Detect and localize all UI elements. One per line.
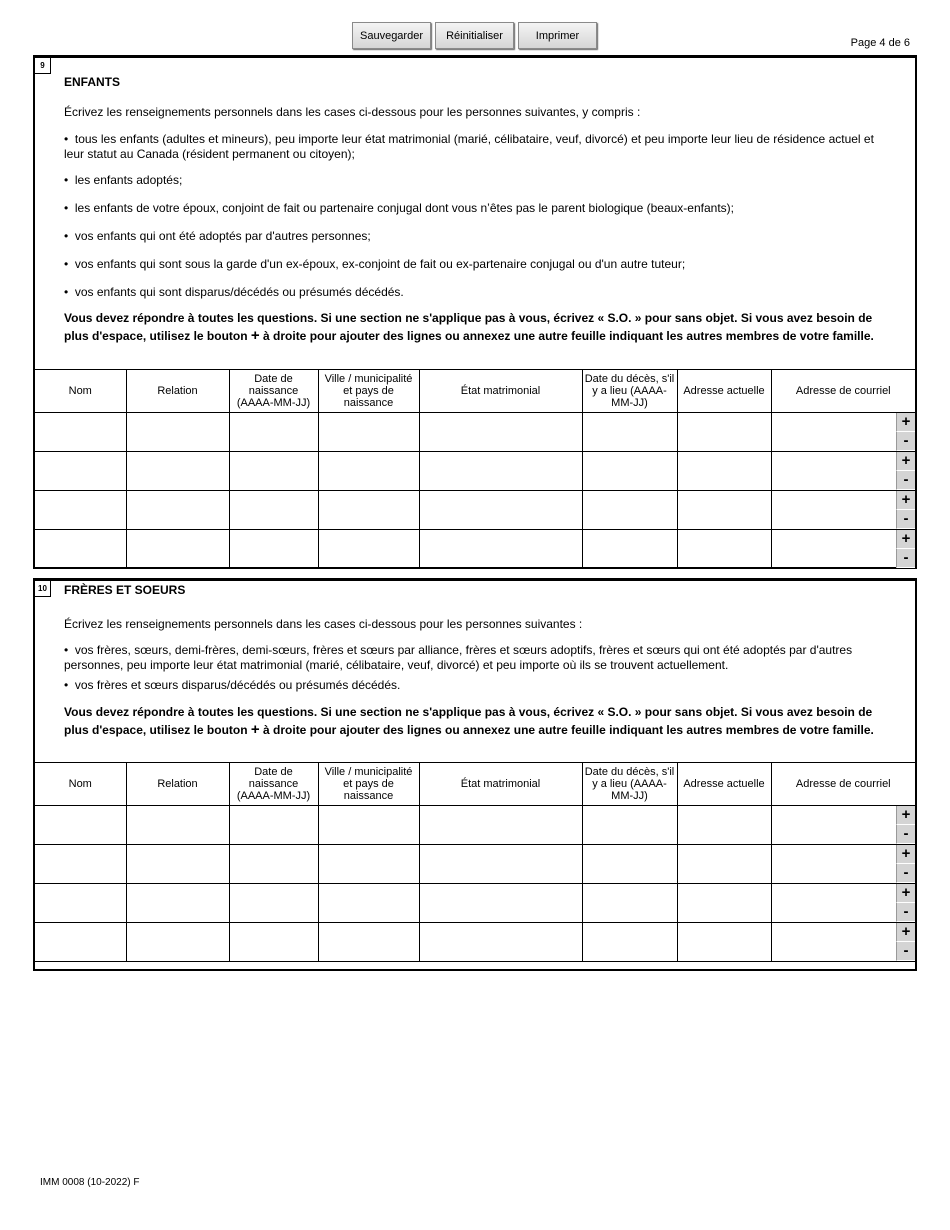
remove-row-button[interactable]: - <box>896 864 915 883</box>
column-header: Date du décès, s'il y a lieu (AAAA-MM-JJ) <box>582 763 677 806</box>
birthplace-field[interactable] <box>318 923 419 962</box>
siblings-table <box>35 762 915 962</box>
column-header: Date de naissance (AAAA-MM-JJ) <box>229 763 318 806</box>
relation-field[interactable] <box>126 530 229 569</box>
table-row <box>35 845 915 884</box>
email-field[interactable] <box>771 413 915 452</box>
column-header: Ville / municipalité et pays de naissance <box>318 763 419 806</box>
birthplace-field[interactable] <box>318 530 419 569</box>
death-date-field[interactable] <box>582 452 677 491</box>
plus-icon: + <box>250 721 260 738</box>
intro-text: Écrivez les renseignements personnels dans les cases ci-dessous pour les personnes suivantes, y compris : <box>64 105 641 119</box>
bullet-item: • vos enfants qui sont sous la garde d'un ex-époux, ex-conjoint de fait ou ex-partenaire conjugal ou d'un autre tuteur; <box>64 257 686 271</box>
table-row <box>35 491 915 530</box>
birthplace-field[interactable] <box>318 845 419 884</box>
table-row <box>35 884 915 923</box>
remove-row-button[interactable]: - <box>896 432 915 451</box>
instructions-note: Vous devez répondre à toutes les questions. Si une section ne s'applique pas à vous, écrivez « S.O. » pour sans objet. Si vous avez besoin de plus d'espace, utilisez le bouton + à droite pour ajouter des lignes ou annexez une autre feuille indiquant les autres membres de votre famille. <box>64 705 874 738</box>
add-row-button[interactable]: + <box>896 413 915 432</box>
marital-status-field[interactable] <box>419 452 582 491</box>
death-date-field[interactable] <box>582 413 677 452</box>
table-row <box>35 413 915 452</box>
marital-status-field[interactable] <box>419 806 582 845</box>
plus-icon: + <box>250 327 260 344</box>
birthplace-field[interactable] <box>318 806 419 845</box>
column-header: Nom <box>35 763 126 806</box>
add-row-button[interactable]: + <box>896 806 915 825</box>
remove-row-button[interactable]: - <box>896 942 915 961</box>
bullet-item: • les enfants de votre époux, conjoint de fait ou partenaire conjugal dont vous n’êtes pas le parent biologique (beaux-enfants); <box>64 201 734 215</box>
name-field[interactable] <box>35 884 126 923</box>
address-field[interactable] <box>677 530 771 569</box>
add-row-button[interactable]: + <box>896 845 915 864</box>
address-field[interactable] <box>677 884 771 923</box>
section-children <box>33 55 917 569</box>
save-button[interactable]: Sauvegarder <box>352 22 431 49</box>
email-field[interactable] <box>771 452 915 491</box>
birthdate-field[interactable] <box>229 884 318 923</box>
death-date-field[interactable] <box>582 530 677 569</box>
instructions-note: Vous devez répondre à toutes les questions. Si une section ne s'applique pas à vous, écrivez « S.O. » pour sans objet. Si vous avez besoin de plus d'espace, utilisez le bouton + à droite pour ajouter des lignes ou annexez une autre feuille indiquant les autres membres de votre famille. <box>64 311 874 344</box>
column-header: Relation <box>126 763 229 806</box>
table-row <box>35 806 915 845</box>
birthdate-field[interactable] <box>229 806 318 845</box>
death-date-field[interactable] <box>582 806 677 845</box>
table-row <box>35 530 915 569</box>
birthdate-field[interactable] <box>229 491 318 530</box>
bullet-item: • vos frères, sœurs, demi-frères, demi-sœurs, frères et sœurs par alliance, frères et sœurs adoptifs, frères et sœurs qui ont été adoptés par d'autres personnes, peu importe leur état matrimonial (marié, célibataire, veuf, divorcé) et peu importe où ils se trouvent actuellement. <box>64 643 853 672</box>
bullet-item: • tous les enfants (adultes et mineurs), peu importe leur état matrimonial (marié, célibataire, veuf, divorcé) et peu importe leur lieu de résidence actuel et leur statut au Canada (résident permanent ou citoyen); <box>64 132 874 161</box>
name-field[interactable] <box>35 806 126 845</box>
name-field[interactable] <box>35 491 126 530</box>
relation-field[interactable] <box>126 923 229 962</box>
email-field[interactable] <box>771 530 915 569</box>
section-instructions <box>64 617 895 739</box>
toolbar <box>352 22 597 49</box>
column-header: Relation <box>126 370 229 413</box>
birthdate-field[interactable] <box>229 452 318 491</box>
table-row <box>35 923 915 962</box>
children-table <box>35 369 915 568</box>
remove-row-button[interactable]: - <box>896 471 915 490</box>
column-header: État matrimonial <box>419 763 582 806</box>
birthplace-field[interactable] <box>318 413 419 452</box>
death-date-field[interactable] <box>582 884 677 923</box>
column-header: Adresse de courriel <box>771 370 915 413</box>
bullet-item: • les enfants adoptés; <box>64 173 183 187</box>
section-instructions <box>64 105 895 345</box>
table-header-row <box>35 370 915 413</box>
address-field[interactable] <box>677 413 771 452</box>
column-header: Date du décès, s'il y a lieu (AAAA-MM-JJ) <box>582 370 677 413</box>
add-row-button[interactable]: + <box>896 452 915 471</box>
remove-row-button[interactable]: - <box>896 825 915 844</box>
address-field[interactable] <box>677 491 771 530</box>
relation-field[interactable] <box>126 452 229 491</box>
reset-button[interactable]: Réinitialiser <box>435 22 514 49</box>
column-header: Nom <box>35 370 126 413</box>
birthplace-field[interactable] <box>318 884 419 923</box>
column-header: Ville / municipalité et pays de naissance <box>318 370 419 413</box>
marital-status-field[interactable] <box>419 413 582 452</box>
print-button[interactable]: Imprimer <box>518 22 597 49</box>
marital-status-field[interactable] <box>419 491 582 530</box>
remove-row-button[interactable]: - <box>896 549 915 568</box>
page-number: Page 4 de 6 <box>850 37 910 49</box>
name-field[interactable] <box>35 845 126 884</box>
marital-status-field[interactable] <box>419 845 582 884</box>
relation-field[interactable] <box>126 806 229 845</box>
birthplace-field[interactable] <box>318 491 419 530</box>
table-row <box>35 452 915 491</box>
death-date-field[interactable] <box>582 845 677 884</box>
column-header: Adresse de courriel <box>771 763 915 806</box>
birthdate-field[interactable] <box>229 413 318 452</box>
section-siblings <box>33 578 917 971</box>
marital-status-field[interactable] <box>419 923 582 962</box>
email-field[interactable] <box>771 884 915 923</box>
remove-row-button[interactable]: - <box>896 510 915 529</box>
add-row-button[interactable]: + <box>896 923 915 942</box>
death-date-field[interactable] <box>582 491 677 530</box>
column-header: État matrimonial <box>419 370 582 413</box>
remove-row-button[interactable]: - <box>896 903 915 922</box>
name-field[interactable] <box>35 452 126 491</box>
form-code: IMM 0008 (10-2022) F <box>40 1177 140 1188</box>
add-row-button[interactable]: + <box>896 884 915 903</box>
column-header: Adresse actuelle <box>677 370 771 413</box>
bullet-item: • vos enfants qui sont disparus/décédés ou présumés décédés. <box>64 285 404 299</box>
bullet-item: • vos enfants qui ont été adoptés par d'autres personnes; <box>64 229 371 243</box>
name-field[interactable] <box>35 923 126 962</box>
death-date-field[interactable] <box>582 923 677 962</box>
section-number: 10 <box>35 581 51 597</box>
address-field[interactable] <box>677 923 771 962</box>
table-header-row <box>35 763 915 806</box>
birthdate-field[interactable] <box>229 845 318 884</box>
bullet-item: • vos frères et sœurs disparus/décédés ou présumés décédés. <box>64 678 401 692</box>
marital-status-field[interactable] <box>419 530 582 569</box>
intro-text: Écrivez les renseignements personnels dans les cases ci-dessous pour les personnes suivantes : <box>64 617 583 631</box>
email-field[interactable] <box>771 806 915 845</box>
address-field[interactable] <box>677 845 771 884</box>
column-header: Date de naissance (AAAA-MM-JJ) <box>229 370 318 413</box>
birthdate-field[interactable] <box>229 923 318 962</box>
birthplace-field[interactable] <box>318 452 419 491</box>
relation-field[interactable] <box>126 491 229 530</box>
relation-field[interactable] <box>126 413 229 452</box>
relation-field[interactable] <box>126 884 229 923</box>
section-title: ENFANTS <box>64 75 121 89</box>
name-field[interactable] <box>35 530 126 569</box>
email-field[interactable] <box>771 845 915 884</box>
section-title: FRÈRES ET SOEURS <box>64 583 186 597</box>
section-number: 9 <box>35 58 51 74</box>
relation-field[interactable] <box>126 845 229 884</box>
email-field[interactable] <box>771 923 915 962</box>
add-row-button[interactable]: + <box>896 530 915 549</box>
address-field[interactable] <box>677 452 771 491</box>
address-field[interactable] <box>677 806 771 845</box>
email-field[interactable] <box>771 491 915 530</box>
add-row-button[interactable]: + <box>896 491 915 510</box>
column-header: Adresse actuelle <box>677 763 771 806</box>
name-field[interactable] <box>35 413 126 452</box>
marital-status-field[interactable] <box>419 884 582 923</box>
birthdate-field[interactable] <box>229 530 318 569</box>
